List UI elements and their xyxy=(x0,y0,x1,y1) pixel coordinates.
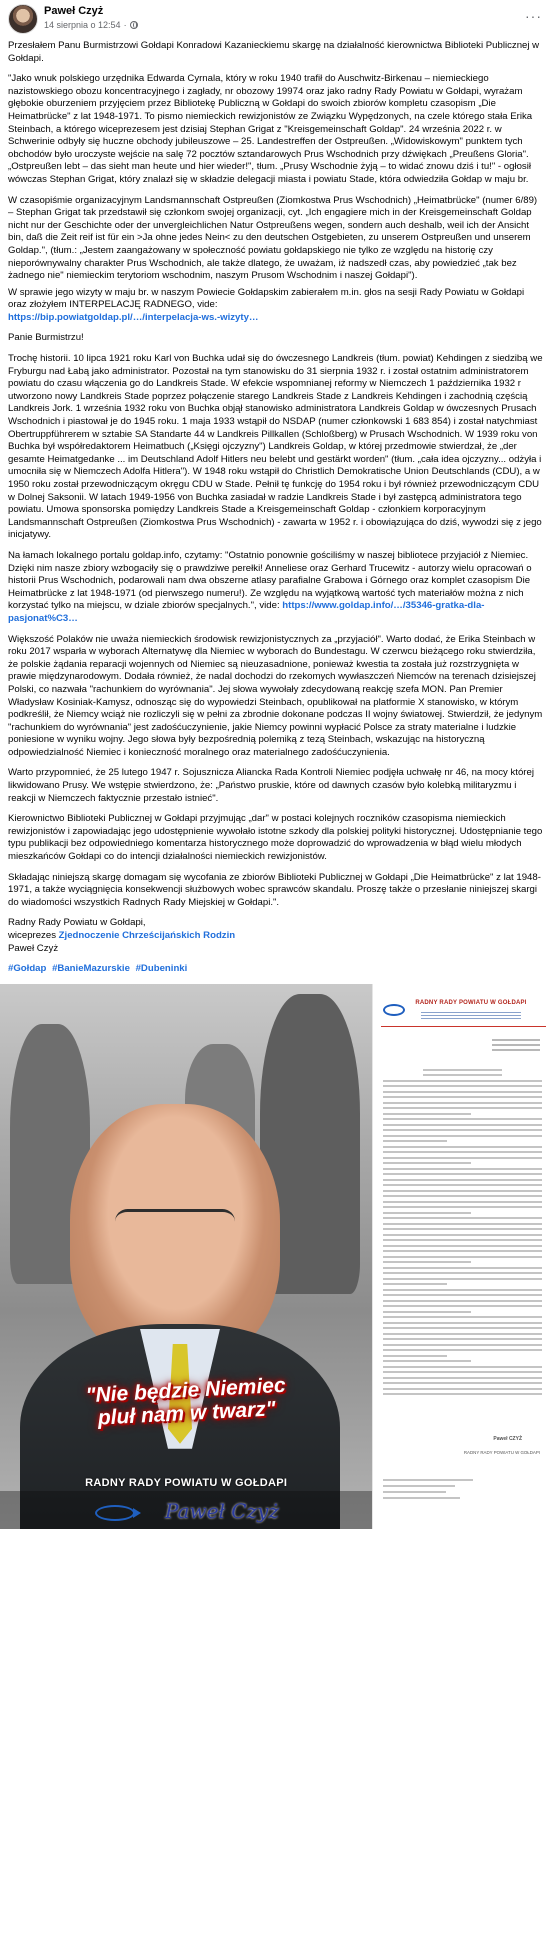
document-text-line xyxy=(383,1206,542,1208)
document-text-line xyxy=(383,1366,542,1368)
signature: Paweł Czyż xyxy=(165,1498,279,1523)
document-text-line xyxy=(383,1085,542,1087)
document-text-line xyxy=(383,1261,470,1263)
document-contact-lines xyxy=(421,1010,521,1024)
document-text-line xyxy=(383,1118,542,1120)
document-text-line xyxy=(383,1267,542,1269)
document-text-line xyxy=(383,1283,446,1285)
document-rule xyxy=(381,1026,546,1027)
hashtag-dubeninki[interactable]: #Dubeninki xyxy=(135,963,188,975)
document-text-line xyxy=(383,1140,446,1142)
document-text-line xyxy=(383,1179,542,1181)
document-text-line xyxy=(383,1349,542,1351)
document-text-line xyxy=(383,1316,542,1318)
photo-collage[interactable] xyxy=(0,984,372,1529)
document-text-line xyxy=(383,1102,542,1104)
meta-separator: · xyxy=(123,20,127,30)
document-text-line xyxy=(383,1168,542,1170)
document-header xyxy=(381,998,546,1024)
document-text-line xyxy=(383,1151,542,1153)
hashtag-goldap[interactable]: #Gołdap xyxy=(8,963,47,975)
document-text-line xyxy=(383,1300,542,1302)
document-enclosures xyxy=(383,1479,473,1503)
council-label: RADNY RADY POWIATU W GOŁDAPI xyxy=(85,1476,288,1489)
document-fish-logo-icon xyxy=(381,998,407,1020)
document-text-line xyxy=(383,1195,542,1197)
paragraph-prussia: Warto przypomnieć, że 25 lutego 1947 r. Sojusznicza Aliancka Rada Kontroli Niemiec podjęła uchwałę nr 46, na mocy której likwidowano Prusy. We wstępie stwierdzono, że: „Państwo pruskie, które od dawnych czasów było kolebką militaryzmu i reakcji w Niemczech faktycznie przestało istnieć". xyxy=(8,767,534,804)
document-text-line xyxy=(383,1228,542,1230)
author-avatar[interactable] xyxy=(8,4,38,34)
paragraph-interpellation xyxy=(8,287,544,325)
document-text-line xyxy=(383,1135,542,1137)
document-signer-role: RADNY RADY POWIATU W GOŁDAPI xyxy=(463,1449,540,1455)
document-text-line xyxy=(383,1173,542,1175)
document-text-line xyxy=(383,1113,470,1115)
globe-icon[interactable] xyxy=(130,21,138,29)
document-text-line xyxy=(383,1355,446,1357)
document-text-line xyxy=(383,1146,542,1148)
paragraph-steinbach: Większość Polaków nie uważa niemieckich środowisk rewizjonistycznych za „przyjaciół". Warto dodać, że Erika Steinbach w roku 2017 wsparła w wyborach Alternatywę dla Niemiec w wyborach do Bundestagu. W czerwcu bieżącego roku stwierdziła, że polskie żądania reparacji wojennych od Niemiec są nieuzasadnione, ponieważ kwestia ta została już rozstrzygnięta w prawie międzynarodowym. Dodała również, że nadal dochodzi do rzekomych wywłaszczeń Niemców na terenach dzisiejszej Polski, co nazwała "rachunkiem do wyrównania". Jej słowa wywołały zdecydowaną reakcję szefa MON. Pan Premier Władysław Kosiniak-Kamysz, odnosząc się do wypowiedzi Steinbach, opublikował na platformie X stanowisko, w którym podkreślił, że Niemcy wciąż nie rozliczyli się w pełni za zbrodnie dokonane podczas II wojny światowej. Stwierdził, że jedynym "rachunkiem do wyrównania" jest zadośćuczynienie, jakie Niemcy powinni wypłacić Polsce za straty materialne i ludzkie poniesione w wyniku wojny. Jego słowa były bezpośrednią polemiką z tezą Steinbach, wskazując na historyczną odpowiedzialność Niemiec i konieczność moralnego oraz materialnego zadośćuczynienia. xyxy=(8,633,543,758)
goldap-info-text: Na łamach lokalnego portalu goldap.info, czytamy: "Ostatnio ponownie gościliśmy w naszej bibliotece przyjaciół z Niemiec. Dzięki nim nasze zbiory wzbogaciły się o prawdziwe perełki! Anneliese oraz Gerhard Trucewitz - autorzy wielu opracowań o historii Prus Wschodnich, podarowali nam dwa obszerne atlasy parafialne Grabowa i Górnego oraz komplet czasopism Die Heimatbrücke z lat 1948-1971 (od pierwszego numeru!). Ze względu na wyjątkową wartość tych materiałów można z nich korzystać tylko na miejscu, w dziale zbiorów specjalnych.", vide: xyxy=(8,549,532,612)
paragraph-history: Trochę historii. 10 lipca 1921 roku Karl von Buchka udał się do ówczesnego Landkreis (tłum. powiat) Kehdingen z siedzibą we Fryburgu nad Łabą jako administrator. Pozostał na tym stanowisku do 31 sierpnia 1932 r. i został ostatnim administratorem powiatu do czasu włączenia go do Landkreis Stade. W efekcie wspomnianej reformy w Niemczech 1 października 1932 r utworzono nowy Landkreis Stade poprzez połączenie starego Landkreis Stade z Landkreis Kehdingen i zachodnią częścią Landkreis Jork. 1 września 1932 roku von Buchka objął stanowisko administratora Landkreis Goldap w ówczesnych Prusach Wschodnich i piastował je do 1945 roku. 1 maja 1933 wstąpił do NSDAP (numer członkowski 1 683 854) i został natychmiast Obertruppführerem w sztabie SA Standarte 44 w Landkreis Pillkallen (Schloßberg) w Prusach Wschodnich. W 1939 roku von Buchka był współredaktorem Heimatbuch („Księgi ojczyzny") Landkreis Goldap, w której przedmowie stwierdzał, że „der gesamte Heimatgedanke ... im Deutschland Adolf Hitlers neu belebt und gestärkt worden" (tłum. „cała idea ojczyzny... odżyła i umocniła się w Niemczech Adolfa Hitlera"). W 1948 roku wstąpił do Christlich Demokratische Union Deutschlands (CDU), a w 1950 roku został przewodniczącym okręgu CDU w Stade. Pełnił tę funkcję do 1954 roku i był również przewodniczącym CDU w Dolnej Saksonii. W latach 1949-1956 von Buchka zasiadał w radzie Landkreis Stade i był zastępcą administratora tego powiatu. Umowa sponsorska pomiędzy Landkreis Stade a Kreisgemeinschaft Goldap - członkiem korporacyjnym Landsmannschaft Ostpreußen (Ziomkostwa Prus Wschodnich) - zawarta w 1952 r. i obowiązująca do dziś, wywodzi się z jego inicjatywy. xyxy=(8,353,543,541)
post-timestamp[interactable]: 14 sierpnia o 12:54 xyxy=(44,20,121,30)
document-text-line xyxy=(383,1311,470,1313)
document-text-line xyxy=(383,1157,542,1159)
document-text-line xyxy=(383,1245,542,1247)
document-text-line xyxy=(383,1393,542,1395)
document-text-line xyxy=(383,1234,542,1236)
interpellation-text: W sprawie jego wizyty w maju br. w naszym Powiecie Gołdapskim zabierałem m.in. głos na sesji Rady Powiatu w Gołdapi oraz złożyłem INTERPELACJĘ RADNEGO, vide: xyxy=(8,286,525,311)
paragraph-heimatbruecke: W czasopiśmie organizacyjnym Landsmannschaft Ostpreußen (Ziomkostwa Prus Wschodnich) „Heimatbrücke" (numer 6/89) – Stephan Grigat tak przedstawił się członkom swojej organizacji, cyt. „Ich engagiere mich in der Kreisgemeinschaft Goldap nicht nur der Geschichte oder der unvergleichlichen Natur Ostpreußens wegen, sondern auch deshalb, weil ich der Ansicht bin, daß die Zeit reif ist für ein >Ja ohne jedes Nein< zu den deutschen Ostgebieten, zu unserem Ostpreußen und unserem Goldap.", (tłum.: „Jestem zaangażowany w społeczność powiatu gołdapskiego nie tylko ze względu na historię czy nieporównywalny charakter Prus Wschodnich, ale także dlatego, że uważam, iż nadszedł czas, aby powiedzieć „tak bez żadnego nie" niemieckim terytoriom wschodnim, naszym Prusom Wschodnim i naszej Gołdapi"). xyxy=(8,194,538,282)
document-text-line xyxy=(383,1344,542,1346)
paragraph-library: Kierownictwo Biblioteki Publicznej w Gołdapi przyjmując „dar" w postaci kolejnych roczników czasopisma niemieckich rewizjonistów i zapowiadając jego udostępnienie wywołało istotne szkody dla polskiej polityki historycznej. Udostępnianie tego typu publikacji bez odpowiedniego komentarza historycznego może doprowadzić do wprowadzenia w błąd wielu młodych mieszkańców Gołdapi co do intencji działalności niemieckich rewizjonistów. xyxy=(8,813,543,863)
document-text-line xyxy=(383,1184,542,1186)
document-text-line xyxy=(383,1107,542,1109)
document-text-line xyxy=(383,1124,542,1126)
document-text-line xyxy=(423,1069,502,1071)
document-text-line xyxy=(383,1080,542,1082)
document-text-line xyxy=(383,1239,542,1241)
document-text-line xyxy=(383,1377,542,1379)
paragraph-salutation: Panie Burmistrzu! xyxy=(8,332,84,344)
hashtags xyxy=(8,963,544,976)
glasses-shape xyxy=(115,1209,235,1234)
post-body xyxy=(0,38,552,976)
document-text-line xyxy=(423,1074,502,1076)
more-options-icon[interactable]: ··· xyxy=(525,8,542,24)
signoff-line3: Paweł Czyż xyxy=(8,942,59,954)
document-text-line xyxy=(383,1305,542,1307)
post-images xyxy=(0,984,552,1529)
document-text-line xyxy=(383,1289,542,1291)
organization-link[interactable]: Zjednoczenie Chrześcijańskich Rodzin xyxy=(58,930,236,941)
document-text-line xyxy=(383,1190,542,1192)
document-address xyxy=(492,1036,540,1054)
document-text-line xyxy=(383,1217,542,1219)
document-text-line xyxy=(383,1322,542,1324)
post-meta xyxy=(44,20,138,30)
document-text-line xyxy=(383,1278,542,1280)
paragraph-goldap-info xyxy=(8,550,544,626)
document-text-line xyxy=(383,1212,470,1214)
fish-logo-icon xyxy=(95,1505,135,1521)
document-text-line xyxy=(383,1294,542,1296)
goldap-info-link[interactable]: https://www.goldap.info/…/35346-gratka-dla-pasjonat%C3… xyxy=(8,600,485,624)
document-text-line xyxy=(383,1201,542,1203)
post-header xyxy=(0,0,552,38)
document-text-line xyxy=(383,1223,542,1225)
document-text-line xyxy=(383,1129,542,1131)
document-text-line xyxy=(383,1162,470,1164)
document-text-line xyxy=(383,1327,542,1329)
quote-text: "Nie będzie Niemiec pluł nam w twarz" xyxy=(84,1373,287,1430)
document-body-lines xyxy=(383,1069,542,1399)
document-text-line xyxy=(383,1091,542,1093)
document-text-line xyxy=(383,1388,542,1390)
document-text-line xyxy=(383,1371,542,1373)
signoff-line2-prefix: wiceprezes xyxy=(8,930,56,941)
document-title: RADNY RADY POWIATU W GOŁDAPI xyxy=(415,999,527,1006)
document-text-line xyxy=(383,1338,542,1340)
document-text-line xyxy=(383,1360,470,1362)
document-text-line xyxy=(383,1256,542,1258)
signoff-line1: Radny Rady Powiatu w Gołdapi, xyxy=(8,917,146,929)
hashtag-baniemazurskie[interactable]: #BanieMazurskie xyxy=(52,963,130,975)
paragraph-demand: Składając niniejszą skargę domagam się wycofania ze zbiorów Biblioteki Publicznej w Gołdapi „Die Heimatbrücke" z lat 1948-1971, a także wyciągnięcia konsekwencji służbowych wobec sprawców skandalu. Proszę także o przesłanie niniejszej skargi do wiadomości wszystkich Radnych Rady Miejskiej w Gołdapi.". xyxy=(8,871,541,908)
document-text-line xyxy=(383,1250,542,1252)
paragraph-intro: Przesłałem Panu Burmistrzowi Gołdapi Konradowi Kazanieckiemu skargę na działalność kierownictwa Biblioteki Publicznej w Gołdapi. xyxy=(8,40,540,64)
document-text-line xyxy=(383,1382,542,1384)
document-signer: Paweł CZYŻ xyxy=(493,1435,522,1442)
complaint-document[interactable] xyxy=(372,984,552,1529)
paragraph-complaint: "Jako wnuk polskiego urzędnika Edwarda Cyrnala, który w roku 1940 trafił do Auschwitz-Birkenau – niemieckiego nazistowskiego obozu koncentracyjnego i zagłady, nr obozowy 19974 oraz jako radny Rady Powiatu w Gołdapi, wyrażam głębokie oburzeniem przyjęciem przez Bibliotekę Publiczną w Gołdapi do swoich zbiorów kompletu czasopism „Die Heimatbrücke" z lat 1948-1971. To pismo niemieckich rewizjonistów ze Związku Wypędzonych, na czele którego stała Erika Steinbach, a którego wiceprezesem jest dzisiaj Stephan Grigat z "Kreisgemeinschaft Goldap". 24 września 2022 r. w Schwerinie odbyły się huczne obchody jubileuszowe – 25. Landestreffen der Ostpreußen. „Widowiskowym" punktem tych obchodów było uroczyste wejście na salę 72 pocztów sztandarowych Prus Wschodnich przy dźwiękach „Preußens Gloria". „Ostpreußen lebt – das sieht man heute und hier wieder!", tłum. „Prusy Wschodnie żyją – to widać znowu dziś i tu!" - ogłosił wówczas Stephan Grigat, który znalazł się w składzie delegacji miasta i powiatu Stade, która odwiedziła Gołdap w maju br. xyxy=(8,73,533,185)
document-text-line xyxy=(383,1333,542,1335)
document-text-line xyxy=(383,1272,542,1274)
signoff xyxy=(8,917,544,955)
document-text-line xyxy=(383,1096,542,1098)
author-name[interactable]: Paweł Czyż xyxy=(44,5,104,17)
interpellation-link[interactable]: https://bip.powiatgoldap.pl/…/interpelacja-ws.-wizyty… xyxy=(8,311,259,323)
